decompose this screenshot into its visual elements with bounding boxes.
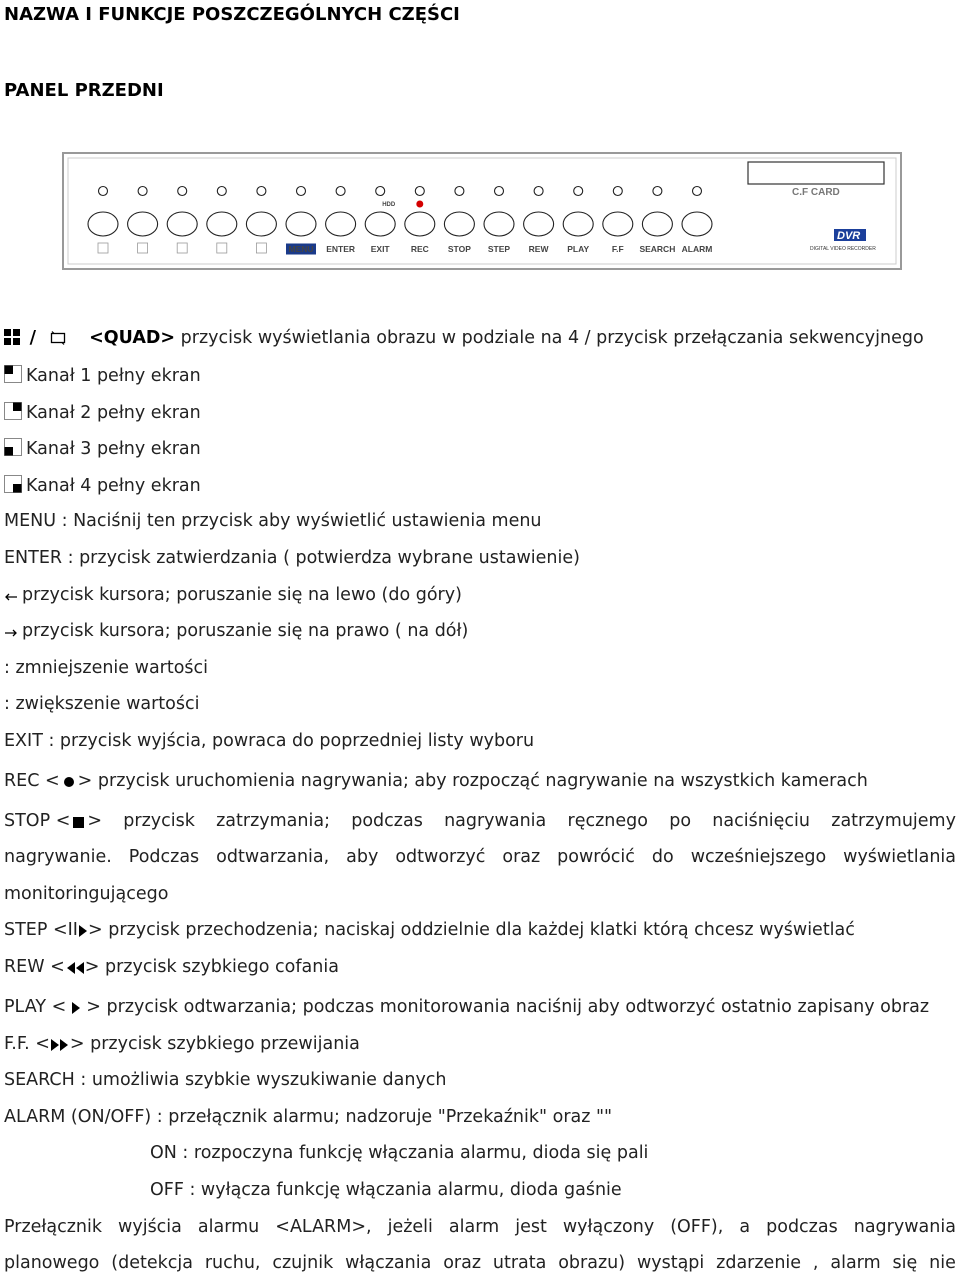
para-word: (OFF), <box>670 1217 724 1237</box>
rew-suffix: > <box>84 957 100 977</box>
para-word: włączania <box>345 1253 432 1273</box>
para-word: jest <box>515 1217 547 1237</box>
para-word: alarmu <box>197 1217 260 1237</box>
stop-word: powrócić <box>557 847 635 867</box>
alarm-off-line: OFF : wyłącza funkcję włączania alarmu, dioda gaśnie <box>150 1180 622 1200</box>
panel-led <box>693 187 702 196</box>
channel-2-text: Kanał 2 pełny ekran <box>26 403 201 423</box>
channel-square-icon <box>256 243 266 253</box>
stop-word: zatrzymania; <box>216 811 330 831</box>
panel-button <box>642 212 672 236</box>
step-triangle-icon <box>79 925 87 937</box>
para-word: nie <box>929 1253 956 1273</box>
enter-line: ENTER : przycisk zatwierdzania ( potwierdza wybrane ustawienie) <box>4 548 580 568</box>
stop-word: wyświetlania <box>843 847 956 867</box>
panel-button-label: STEP <box>487 244 511 254</box>
panel-button-label: EXIT <box>370 244 390 254</box>
channel-4-line <box>4 475 201 496</box>
stop-word: nagrywanie. <box>4 847 112 867</box>
panel-led <box>257 187 266 196</box>
panel-led <box>415 187 424 196</box>
play-suffix: > <box>86 997 101 1017</box>
channel-3-text: Kanał 3 pełny ekran <box>26 439 201 459</box>
panel-button <box>405 212 435 236</box>
para-word: , <box>812 1253 819 1273</box>
dvr-logo-sub: DIGITAL VIDEO RECORDER <box>810 246 876 252</box>
dvr-logo-text: DVR <box>837 230 861 242</box>
panel-button <box>563 212 593 236</box>
stop-word: nagrywania <box>444 811 547 831</box>
quad-desc: przycisk wyświetlania obrazu w podziale na 4 / przycisk przełączania sekwencyjnego <box>180 328 924 348</box>
panel-button <box>167 212 197 236</box>
stop-prefix-group <box>4 811 102 831</box>
para-word: czujnik <box>272 1253 334 1273</box>
page-heading: NAZWA I FUNKCJE POSZCZEGÓLNYCH CZĘŚCI <box>4 4 460 25</box>
stop-word: po <box>669 811 692 831</box>
panel-led <box>376 187 385 196</box>
alarm-paragraph-line-2 <box>4 1253 956 1273</box>
rec-prefix: REC < <box>4 771 60 791</box>
rew-line <box>4 957 339 977</box>
alarm-on-line: ON : rozpoczyna funkcję włączania alarmu, dioda się pali <box>150 1143 649 1163</box>
panel-button-label: MENU <box>288 244 314 254</box>
cf-card-slot <box>748 162 884 184</box>
panel-button <box>88 212 118 236</box>
channel-3-icon <box>4 438 22 456</box>
stop-word: podczas <box>351 811 423 831</box>
step-prefix: STEP <II <box>4 920 78 940</box>
panel-button-label: STOP <box>447 244 471 254</box>
para-word: planowego <box>4 1253 100 1273</box>
panel-button-label: SEARCH <box>639 244 676 254</box>
panel-led <box>653 187 662 196</box>
arrow-right-icon <box>4 628 18 638</box>
rec-dot-icon <box>416 201 423 208</box>
exit-line: EXIT : przycisk wyjścia, powraca do poprzedniej listy wyboru <box>4 731 535 751</box>
panel-led <box>178 187 187 196</box>
front-panel-illustration <box>62 152 902 270</box>
para-word: jeżeli <box>387 1217 433 1237</box>
para-word: a <box>739 1217 751 1237</box>
arrow-left-icon <box>4 592 18 602</box>
quad-label: <QUAD> <box>89 328 176 348</box>
channel-square-icon <box>217 243 227 253</box>
panel-button <box>246 212 276 236</box>
search-line: SEARCH : umożliwia szybkie wyszukiwanie danych <box>4 1070 447 1090</box>
panel-led <box>138 187 147 196</box>
panel-led <box>574 187 583 196</box>
para-word: wystąpi <box>636 1253 705 1273</box>
stop-word: odtwarzania, <box>216 847 330 867</box>
step-line <box>4 920 855 940</box>
panel-button <box>444 212 474 236</box>
para-word: alarm <box>448 1217 500 1237</box>
stop-word: naciśnięciu <box>712 811 811 831</box>
para-word: (detekcja <box>111 1253 193 1273</box>
rew-text: przycisk szybkiego cofania <box>105 957 339 977</box>
panel-led <box>534 187 543 196</box>
channel-4-icon <box>4 475 22 493</box>
panel-button <box>603 212 633 236</box>
stop-line-2 <box>4 847 956 867</box>
alarm-line: ALARM (ON/OFF) : przełącznik alarmu; nadzoruje "Przekaźnik" oraz "" <box>4 1107 613 1127</box>
channel-1-text: Kanał 1 pełny ekran <box>26 366 201 386</box>
panel-led <box>613 187 622 196</box>
rew-prefix: REW < <box>4 957 65 977</box>
panel-button <box>286 212 316 236</box>
quad-icon <box>4 329 20 345</box>
para-word: wyłączony <box>562 1217 655 1237</box>
alarm-paragraph-line-1 <box>4 1217 956 1237</box>
para-word: wyjścia <box>118 1217 182 1237</box>
para-word: <ALARM>, <box>275 1217 372 1237</box>
panel-led <box>495 187 504 196</box>
rec-line <box>4 771 868 791</box>
panel-button <box>326 212 356 236</box>
stop-word: wcześniejszego <box>690 847 827 867</box>
stop-suffix: > <box>87 811 103 831</box>
channel-1-icon <box>4 365 22 383</box>
minus-line: : zmniejszenie wartości <box>4 658 209 678</box>
channel-square-icon <box>177 243 187 253</box>
ff-prefix: F.F. < <box>4 1034 50 1054</box>
channel-2-line <box>4 402 201 423</box>
rewind-icon <box>66 962 84 974</box>
rec-suffix: > <box>77 771 93 791</box>
panel-button <box>207 212 237 236</box>
para-word: ruchu, <box>204 1253 261 1273</box>
right-line <box>4 621 468 641</box>
para-word: utrata <box>492 1253 547 1273</box>
stop-prefix: STOP < <box>4 811 71 831</box>
left-text: przycisk kursora; poruszanie się na lewo (do góry) <box>22 585 462 605</box>
cf-card-label: C.F CARD <box>792 187 840 198</box>
menu-line: MENU : Naciśnij ten przycisk aby wyświetlić ustawienia menu <box>4 511 542 531</box>
plus-line: : zwiększenie wartości <box>4 694 200 714</box>
para-word: zdarzenie <box>716 1253 802 1273</box>
channel-1-line <box>4 365 201 386</box>
ff-text: przycisk szybkiego przewijania <box>90 1034 360 1054</box>
panel-button-label: REC <box>410 244 429 254</box>
panel-button-label: REW <box>528 244 549 254</box>
stop-word: ręcznego <box>567 811 648 831</box>
rec-text: przycisk uruchomienia nagrywania; aby rozpocząć nagrywanie na wszystkich kamerach <box>97 771 868 791</box>
ff-line <box>4 1034 360 1054</box>
play-icon <box>72 1002 80 1014</box>
panel-led <box>217 187 226 196</box>
panel-led <box>297 187 306 196</box>
panel-button-label: PLAY <box>567 244 590 254</box>
panel-button <box>524 212 554 236</box>
panel-button <box>682 212 712 236</box>
stop-word: Podczas <box>128 847 200 867</box>
para-word: podczas <box>766 1217 838 1237</box>
stop-line-1 <box>4 811 956 831</box>
channel-3-line <box>4 438 201 459</box>
para-word: nagrywania <box>853 1217 956 1237</box>
section-heading: PANEL PRZEDNI <box>4 80 164 101</box>
panel-button-label: ALARM <box>681 244 713 254</box>
channel-square-icon <box>138 243 148 253</box>
play-prefix: PLAY < <box>4 997 67 1017</box>
step-suffix: > <box>87 920 103 940</box>
stop-word: aby <box>346 847 379 867</box>
hdd-label: HDD <box>382 202 396 208</box>
stop-word: do <box>651 847 674 867</box>
panel-button <box>365 212 395 236</box>
panel-button <box>484 212 514 236</box>
panel-button <box>128 212 158 236</box>
channel-4-text: Kanał 4 pełny ekran <box>26 476 201 496</box>
channel-square-icon <box>98 243 108 253</box>
right-text: przycisk kursora; poruszanie się na prawo ( na dół) <box>22 621 469 641</box>
stop-word: odtworzyć <box>395 847 486 867</box>
play-line <box>4 997 929 1017</box>
panel-led <box>455 187 464 196</box>
play-text: przycisk odtwarzania; podczas monitorowania naciśnij aby odtworzyć ostatnio zapisany obraz <box>106 997 930 1017</box>
quad-slash: / <box>29 328 36 348</box>
stop-square-icon <box>73 817 84 828</box>
para-word: się <box>892 1253 918 1273</box>
para-word: alarm <box>830 1253 881 1273</box>
para-word: oraz <box>443 1253 481 1273</box>
panel-led <box>99 187 108 196</box>
para-word: obrazu) <box>558 1253 626 1273</box>
stop-word: przycisk <box>123 811 195 831</box>
step-text: przycisk przechodzenia; naciskaj oddzielnie dla każdej klatki którą chcesz wyświetlać <box>108 920 855 940</box>
quad-line <box>4 328 924 348</box>
panel-button-label: ENTER <box>326 244 356 254</box>
left-line <box>4 585 462 605</box>
stop-word: zatrzymujemy <box>831 811 956 831</box>
stop-line-3: monitoringującego <box>4 884 169 904</box>
stop-word: oraz <box>502 847 541 867</box>
record-dot-icon <box>63 776 75 788</box>
fast-forward-icon <box>51 1039 69 1051</box>
panel-led <box>336 187 345 196</box>
para-word: Przełącznik <box>4 1217 102 1237</box>
ff-suffix: > <box>69 1034 85 1054</box>
channel-2-icon <box>4 402 22 420</box>
sequence-icon <box>50 331 66 345</box>
panel-button-label: F.F <box>611 244 624 254</box>
